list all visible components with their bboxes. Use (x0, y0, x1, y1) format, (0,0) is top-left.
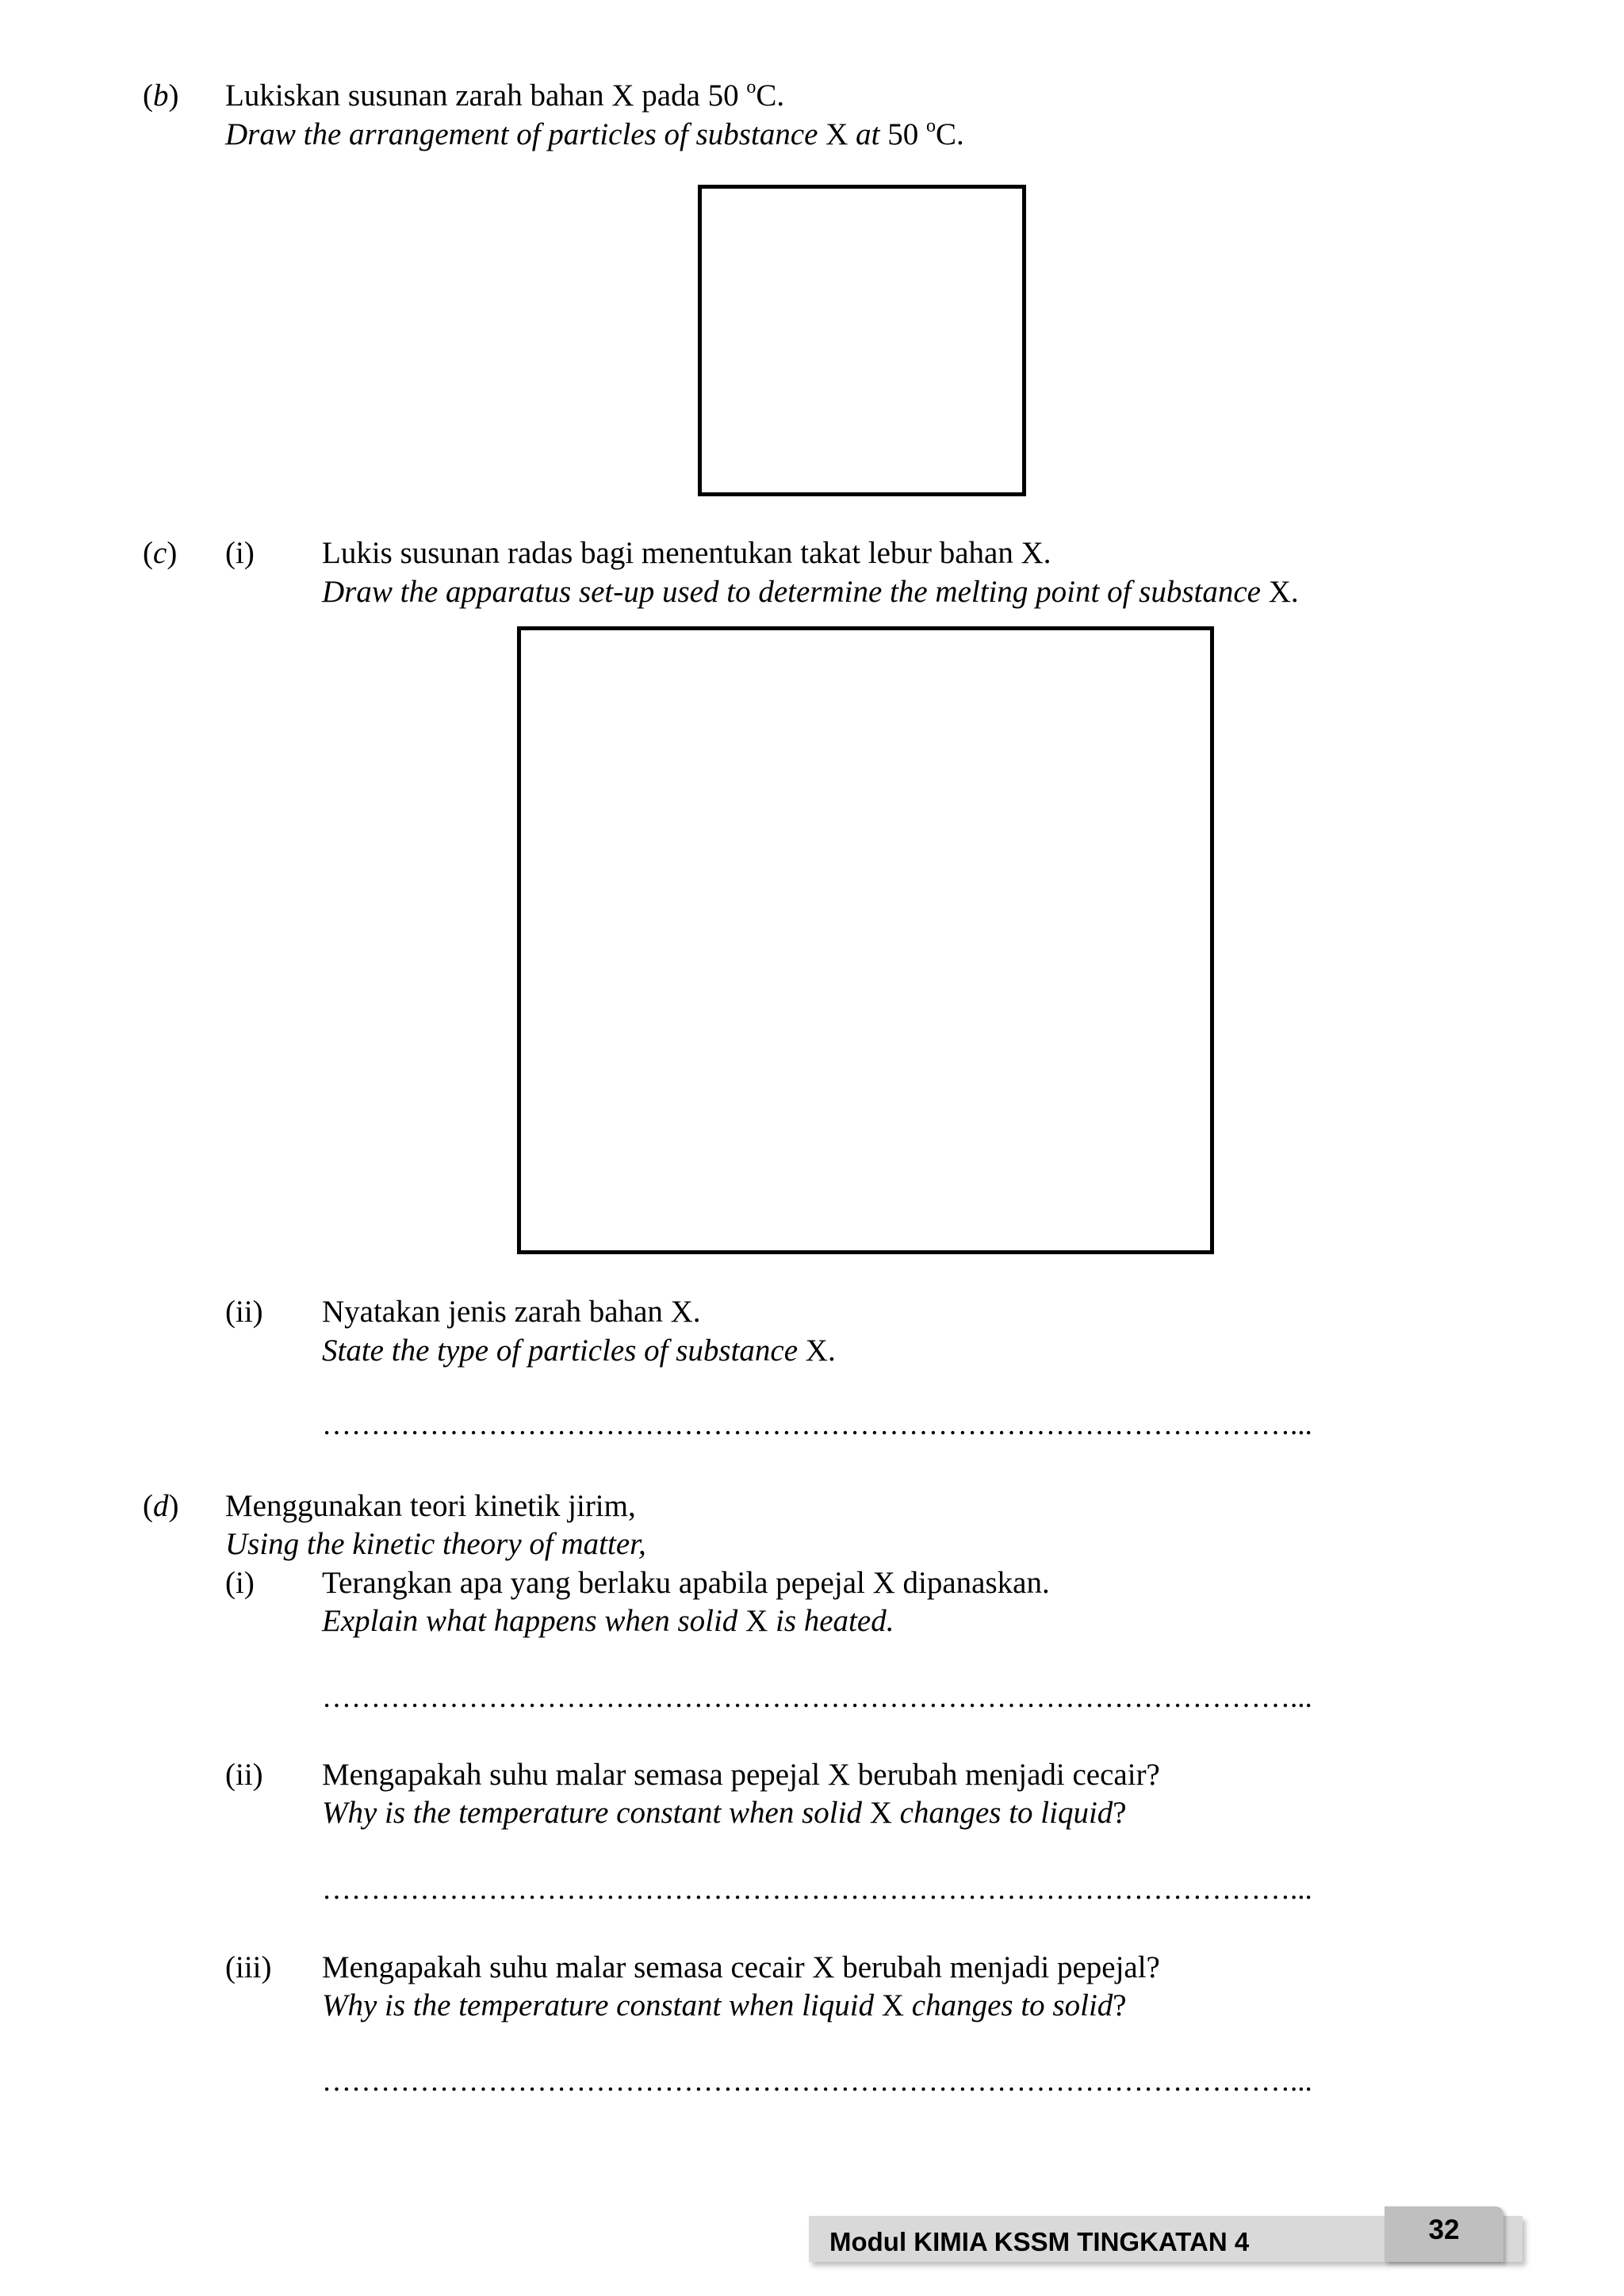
question-d-ii-text-english: Why is the temperature constant when solid X changes to liquid? (322, 1796, 1127, 1830)
question-d-ii-text-malay: Mengapakah suhu malar semasa pepejal X berubah menjadi cecair? (322, 1758, 1160, 1792)
question-d-intro-english: Using the kinetic theory of matter, (225, 1527, 646, 1561)
answer-line-d-iii[interactable]: ………………………………………………………………………………………... (322, 2066, 1312, 2098)
question-b-label: (b) (143, 78, 179, 113)
question-c-label: (c) (143, 536, 178, 570)
drawing-box-particle-arrangement[interactable] (698, 185, 1026, 496)
question-d-i-label: (i) (225, 1566, 255, 1600)
answer-line-c-ii[interactable]: ………………………………………………………………………………………... (322, 1410, 1312, 1441)
question-d-intro-malay: Menggunakan teori kinetik jirim, (225, 1489, 636, 1523)
drawing-box-apparatus-setup[interactable] (517, 626, 1214, 1254)
footer-module-title: Modul KIMIA KSSM TINGKATAN 4 (829, 2227, 1250, 2256)
answer-line-d-i[interactable]: ………………………………………………………………………………………... (322, 1682, 1312, 1714)
question-c-ii-text-english: State the type of particles of substance X. (322, 1334, 836, 1368)
question-c-i-label: (i) (225, 536, 255, 570)
question-b-text-english: Draw the arrangement of particles of substance X at 50 $^o$C. (225, 116, 964, 151)
question-d-iii-text-english: Why is the temperature constant when liquid X changes to solid? (322, 1988, 1127, 2022)
question-d-label: (d) (143, 1489, 179, 1523)
question-d-iii-text-malay: Mengapakah suhu malar semasa cecair X berubah menjadi pepejal? (322, 1950, 1160, 1984)
question-d-i-text-english: Explain what happens when solid X is heated. (322, 1604, 894, 1638)
question-c-ii-text-malay: Nyatakan jenis zarah bahan X. (322, 1295, 701, 1329)
question-c-ii-label: (ii) (225, 1295, 263, 1329)
question-d-iii-label: (iii) (225, 1950, 272, 1984)
question-c-i-text-english: Draw the apparatus set-up used to determine the melting point of substance X. (322, 575, 1299, 609)
page-number: 32 (1428, 2214, 1460, 2245)
answer-line-d-ii[interactable]: ………………………………………………………………………………………... (322, 1874, 1312, 1906)
question-d-ii-label: (ii) (225, 1758, 263, 1792)
question-c-i-text-malay: Lukis susunan radas bagi menentukan takat lebur bahan X. (322, 536, 1051, 570)
question-d-i-text-malay: Terangkan apa yang berlaku apabila pepejal X dipanaskan. (322, 1566, 1050, 1600)
question-b-text-malay: Lukiskan susunan zarah bahan X pada 50 $^o$C. (225, 77, 785, 113)
